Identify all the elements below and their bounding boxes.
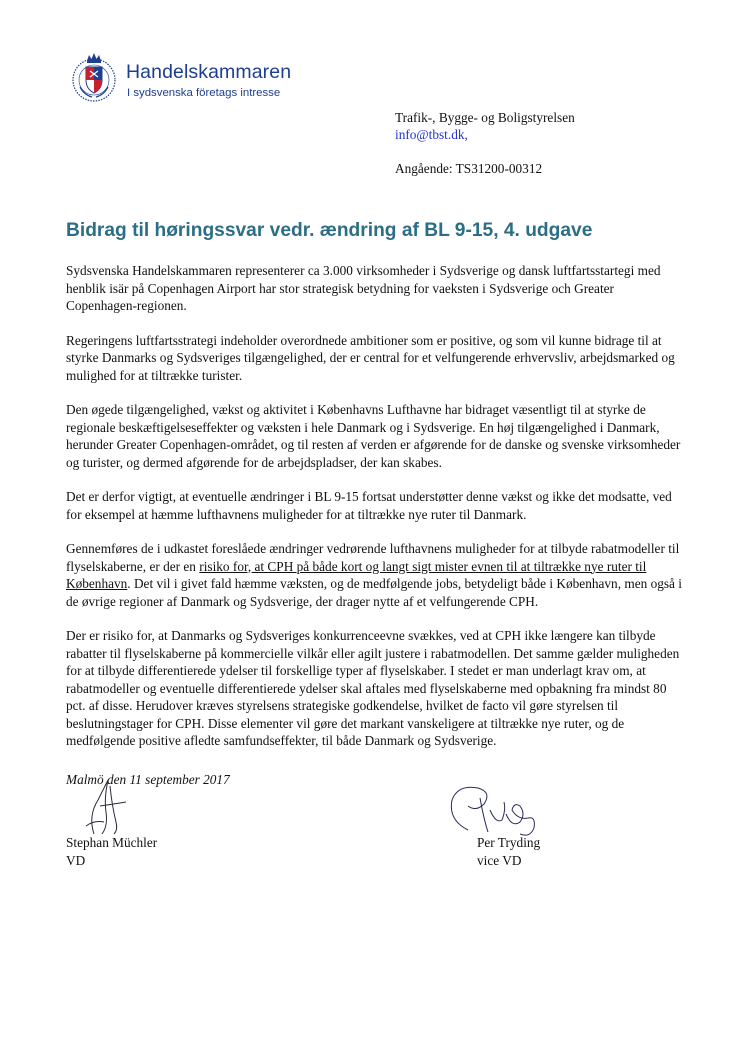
signer-2-name: Per Tryding: [477, 835, 541, 850]
reference-line: Angående: TS31200-00312: [395, 161, 543, 176]
place-date: Malmö den 11 september 2017: [66, 772, 230, 787]
letter-body: [66, 262, 682, 767]
paragraph: Den øgede tilgængelighed, vækst og aktivitet i Københavns Lufthavne har bidraget væsentligt til at styrke de regionale beskæftigelseseffekter og væksten i hele Danmark og i Sydsverige. En høj tilgængelighed i Danmark, herunder Greater Copenhagen-området, og til resten af verden er afgørende for de danske og svenske virksomheder og turister, og dermed afgørende for de arbejdspladser, der kan skabes.: [66, 402, 681, 470]
paragraph-text: Gennemføres de i udkastet foreslåede ændringer vedrørende lufthavnens muligheder for at tilbyde rabatmodeller til flyselskaberne, er der en: [66, 541, 680, 574]
underlined-text: risiko for, at CPH på både kort og langt sigt mister evnen til at tiltrække nye ruter til København: [66, 558, 647, 591]
signature-stephan-muchler: [64, 776, 154, 836]
recipient-name: Trafik-, Bygge- og Boligstyrelsen: [395, 110, 575, 125]
paragraph: Sydsvenska Handelskammaren representerer ca 3.000 virksomheder i Sydsverige og dansk luftfartsstartegi med henblik isär på Copenhagen Airport har stor strategisk betydning for vaeksten i Sydsverige och Greater Copenhagen-regionen.: [66, 263, 661, 313]
paragraph: [66, 540, 682, 610]
chamber-seal-icon: [70, 47, 126, 105]
recipient-email-link[interactable]: info@tbst.dk,: [395, 127, 468, 142]
handelskammaren-logo: [70, 47, 320, 109]
logo-organization-name: Handelskammaren: [126, 61, 292, 83]
signer-1-name: Stephan Müchler: [66, 835, 158, 850]
signer-1-title: VD: [66, 852, 86, 868]
recipient-block: [395, 109, 575, 143]
signature-per-tryding: [440, 780, 550, 840]
paragraph: Det er derfor vigtigt, at eventuelle ændringer i BL 9-15 fortsat understøtter denne vækst og ikke det modsatte, ved for eksempel at hæmme lufthavnens muligheder for at tiltrække nye ruter til Danmark.: [66, 489, 672, 522]
paragraph-text: . Det vil i givet fald hæmme væksten, og de medfølgende jobs, betydeligt både i København, men også i de øvrige regioner af Danmark og Sydsverige, der drager nytte af et velfungerende CPH.: [66, 576, 682, 609]
signer-2: [477, 834, 540, 869]
paragraph: Regeringens luftfartsstrategi indeholder overordnede ambitioner som er positive, og som vil kunne bidrage til at styrke Danmarks og Sydsveriges tilgængelighed, der er central for et velfungerende erhvervsliv, arbejdsmarked og mulighed for at tiltrække turister.: [66, 332, 675, 383]
signer-2-title: vice VD: [477, 852, 522, 868]
signer-1: [66, 834, 157, 869]
logo-tagline: I sydsvenska företags intresse: [127, 87, 281, 99]
letter-heading: Bidrag til høringssvar vedr. ændring af BL 9-15, 4. udgave: [66, 220, 593, 241]
paragraph: Der er risiko for, at Danmarks og Sydsveriges konkurrenceevne svækkes, ved at CPH ikke længere kan tilbyde rabatter til flyselskaberne på kommercielle vilkår eller agilt justere i rabatmodellen. Det samme gælder muligheden for at tilbyde differentierede ydelser til forskellige typer af flyselskaber. I stedet er man underlagt krav om, at rabatmodeller og eventuelle differentierede ydelser skal aftales med flyselskaberne med opbakning fra mindst 80 pct. af disse. Herudover kræves styrelsens strategiske godkendelse, hvilket de facto vil gøre styrelsen til beslutningstager for CPH. Disse elementer vil gøre det markant vanskeligere at tiltrække nye ruter, og de medfølgende positive afledte samfundseffekter, til både Danmark og Sydsverige.: [66, 628, 680, 748]
